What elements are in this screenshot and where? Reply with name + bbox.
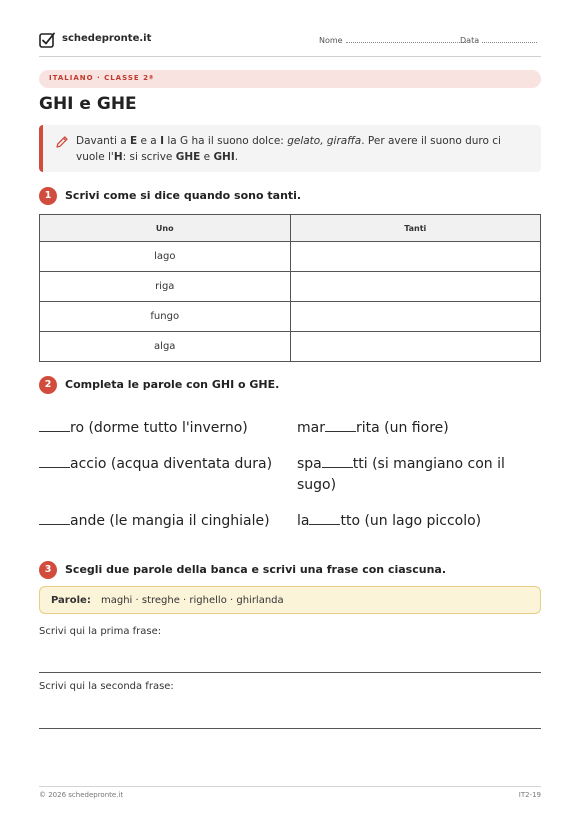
word-bank-label: Parole:	[51, 595, 91, 606]
rule-text: Davanti a E e a I la G ha il suono dolce: gelato, giraffa. Per avere il suono duro ci vuole l'H: si scrive GHE e GHI.	[76, 135, 501, 163]
table-row	[40, 302, 541, 332]
exercise-number-badge: 2	[39, 376, 57, 394]
second-sentence-prompt: Scrivi qui la seconda frase:	[39, 681, 174, 692]
table-header-row	[40, 215, 541, 242]
rule-callout	[39, 125, 541, 172]
exercise-3-heading	[39, 561, 541, 579]
plural-answer-cell[interactable]	[290, 272, 541, 302]
checkbox-logo-icon	[39, 32, 55, 49]
name-write-line[interactable]	[346, 35, 466, 43]
site-name: schedepronte.it	[62, 33, 152, 44]
footer-code: IT2-19	[518, 791, 541, 799]
answer-blank[interactable]	[39, 511, 70, 525]
plural-answer-cell[interactable]	[290, 332, 541, 362]
singular-word: alga	[40, 332, 291, 362]
word-bank-words: maghi · streghe · righello · ghirlanda	[101, 595, 284, 606]
table-row	[40, 272, 541, 302]
exercise-2-heading	[39, 376, 541, 394]
fill-item: mar rita (un fiore)	[297, 420, 449, 436]
exercise-title: Completa le parole con GHI o GHE.	[65, 378, 280, 391]
first-sentence-line[interactable]	[39, 672, 541, 673]
exercise-1-heading	[39, 187, 541, 205]
fill-item: accio (acqua diventata dura)	[39, 454, 284, 475]
worksheet-page	[39, 0, 541, 819]
date-field	[460, 35, 537, 45]
footer-divider	[39, 786, 541, 787]
date-write-line[interactable]	[482, 35, 537, 43]
table-row	[40, 242, 541, 272]
plural-answer-cell[interactable]	[290, 302, 541, 332]
singular-word: riga	[40, 272, 291, 302]
answer-blank[interactable]	[39, 418, 70, 432]
singular-word: fungo	[40, 302, 291, 332]
plural-table	[39, 214, 541, 362]
exercise-title: Scrivi come si dice quando sono tanti.	[65, 189, 302, 202]
exercise-title: Scegli due parole della banca e scrivi una frase con ciascuna.	[65, 563, 447, 576]
subject-pill	[39, 70, 541, 88]
exercise-number-badge: 3	[39, 561, 57, 579]
second-sentence-line[interactable]	[39, 728, 541, 729]
exercise-number-badge: 1	[39, 187, 57, 205]
answer-blank[interactable]	[325, 418, 356, 432]
word-bank	[39, 586, 541, 614]
fill-item: spa tti (si mangiano con il sugo)	[297, 456, 505, 493]
name-label: Nome	[319, 36, 343, 45]
subject-label: ITALIANO · CLASSE 2ª	[49, 74, 154, 82]
date-label: Data	[460, 36, 480, 45]
fill-item: ro (dorme tutto l'inverno)	[39, 418, 284, 439]
footer-copyright: © 2026 schedepronte.it	[39, 791, 124, 799]
plural-answer-cell[interactable]	[290, 242, 541, 272]
first-sentence-prompt: Scrivi qui la prima frase:	[39, 626, 162, 637]
column-header-tanti: Tanti	[290, 215, 541, 242]
fill-item: la tto (un lago piccolo)	[297, 513, 482, 529]
answer-blank[interactable]	[322, 454, 353, 468]
singular-word: lago	[40, 242, 291, 272]
column-header-uno: Uno	[40, 215, 291, 242]
page-header	[39, 30, 541, 54]
table-row	[40, 332, 541, 362]
answer-blank[interactable]	[309, 511, 340, 525]
answer-blank[interactable]	[39, 454, 70, 468]
pencil-icon	[55, 135, 69, 149]
header-divider	[39, 56, 541, 57]
page-title: GHI e GHE	[39, 94, 137, 114]
name-field	[319, 35, 466, 45]
fill-item: ande (le mangia il cinghiale)	[39, 511, 284, 532]
